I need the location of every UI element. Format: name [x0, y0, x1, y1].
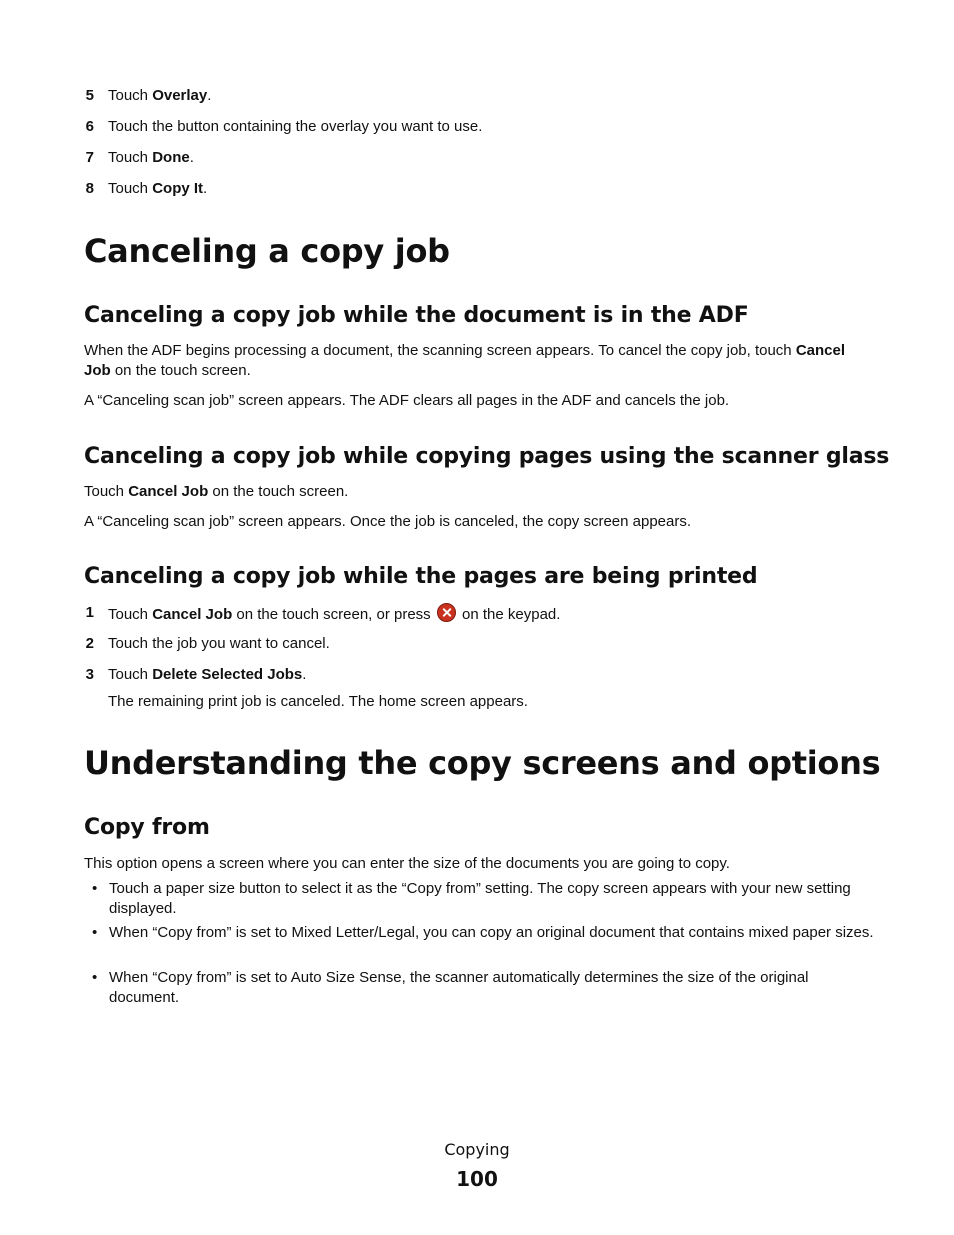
section-title-understanding: Understanding the copy screens and options — [84, 744, 881, 782]
list-item-text: When “Copy from” is set to Mixed Letter/Legal, you can copy an original document that contains mixed paper sizes. — [109, 924, 874, 941]
glass-paragraph-2: A “Canceling scan job” screen appears. Once the job is canceled, the copy screen appears. — [84, 513, 692, 530]
page-number: 100 — [456, 1167, 498, 1191]
step-number: 6 — [85, 118, 94, 135]
bullet-icon: • — [92, 924, 98, 941]
step-number: 2 — [85, 635, 94, 652]
step-number: 7 — [85, 149, 94, 166]
step-number: 5 — [85, 87, 94, 104]
section-title-canceling: Canceling a copy job — [84, 232, 450, 270]
heading-adf: Canceling a copy job while the document is in the ADF — [84, 303, 749, 328]
step-text: Touch Overlay. — [108, 87, 212, 104]
bullet-icon: • — [92, 969, 98, 986]
glass-paragraph-1: Touch Cancel Job on the touch screen. — [84, 483, 349, 500]
step-text: Touch the button containing the overlay you want to use. — [108, 118, 483, 135]
adf-paragraph-1: When the ADF begins processing a document, the scanning screen appears. To cancel the copy job, touch Cancel Job on the touch screen. — [84, 342, 846, 379]
step-number: 3 — [85, 666, 94, 683]
adf-paragraph-2: A “Canceling scan job” screen appears. The ADF clears all pages in the ADF and cancels the job. — [84, 392, 730, 409]
heading-being-printed: Canceling a copy job while the pages are being printed — [84, 564, 758, 589]
step-text: Touch Copy It. — [108, 180, 208, 197]
step-text: Touch the job you want to cancel. — [108, 635, 330, 652]
stop-cancel-icon — [437, 603, 456, 622]
step-text: Touch Delete Selected Jobs. — [108, 666, 307, 683]
heading-copy-from: Copy from — [84, 815, 210, 840]
step-number: 1 — [85, 604, 94, 621]
step-number: 8 — [85, 180, 94, 197]
list-item-text: Touch a paper size button to select it as the “Copy from” setting. The copy screen appears with your new setting displayed. — [109, 880, 851, 917]
heading-scanner-glass: Canceling a copy job while copying pages using the scanner glass — [84, 444, 890, 469]
bullet-icon: • — [92, 880, 98, 897]
step-note: The remaining print job is canceled. The home screen appears. — [108, 693, 528, 710]
copy-from-intro: This option opens a screen where you can enter the size of the documents you are going to copy. — [84, 855, 730, 872]
footer-chapter: Copying — [444, 1140, 510, 1159]
step-text: Touch Cancel Job on the touch screen, or press on the keypad. — [108, 603, 560, 625]
step-text: Touch Done. — [108, 149, 194, 166]
list-item-text: When “Copy from” is set to Auto Size Sense, the scanner automatically determines the size of the original document. — [109, 969, 809, 1006]
